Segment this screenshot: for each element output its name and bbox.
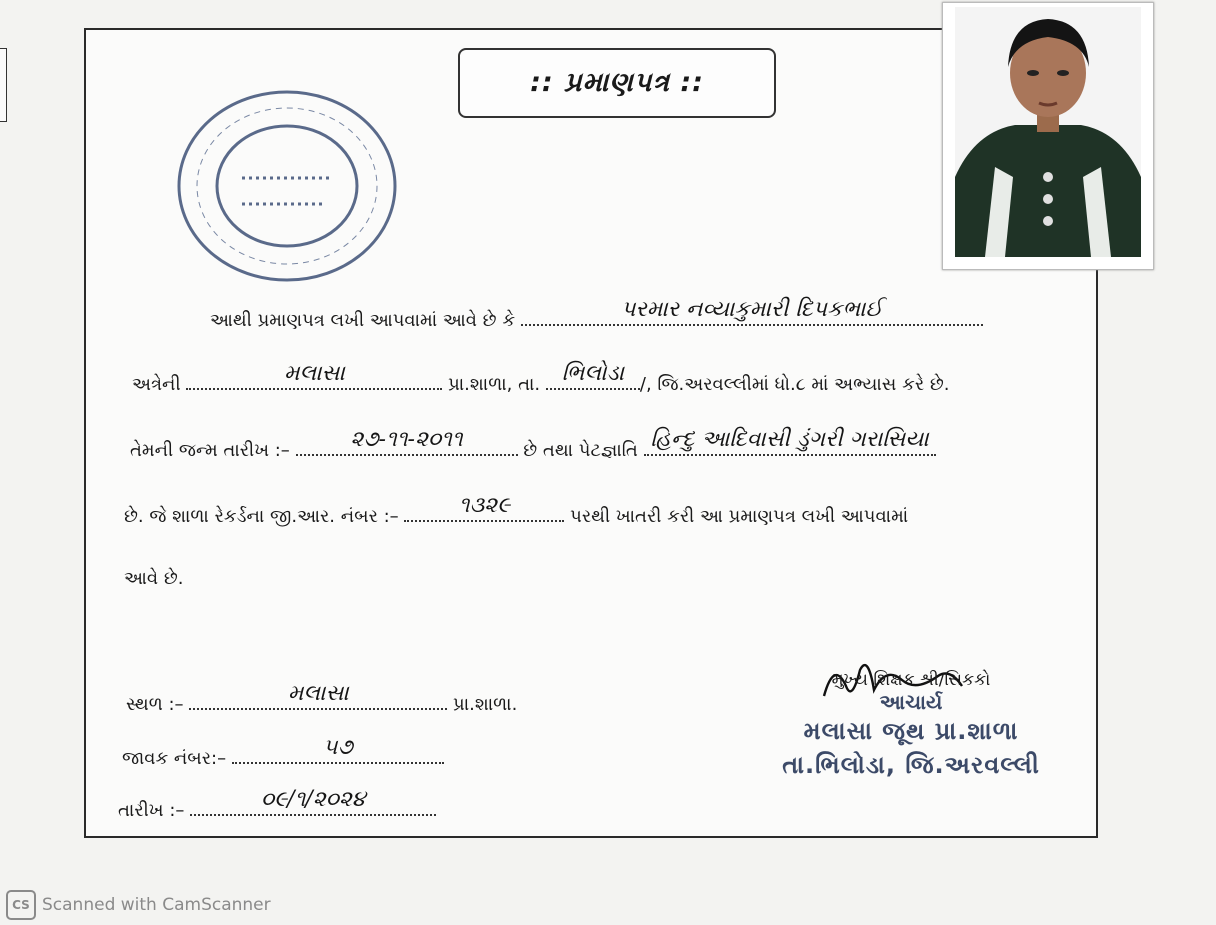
taluka-value: ભિલોડા — [561, 361, 624, 386]
line-closing: આવે છે. — [124, 568, 184, 589]
line-school — [132, 361, 950, 395]
outward-value: ૫૭ — [323, 735, 353, 760]
page-edge — [0, 48, 7, 122]
birth-date-value: ૨૭-૧૧-૨૦૧૧ — [350, 427, 463, 452]
line2-prefix: અત્રેની — [132, 374, 181, 395]
caste-field — [644, 427, 936, 456]
line2-suffix: /, જિ.અરવલ્લીમાં ધો.૮ માં અભ્યાસ કરે છે. — [639, 374, 950, 395]
date-value: ૦૯/૧/૨૦૨૪ — [260, 787, 366, 812]
place-value: મલાસા — [287, 681, 349, 706]
place-row — [126, 681, 518, 715]
date-label: તારીખ :– — [118, 800, 185, 821]
student-name-field — [521, 297, 983, 326]
outward-row — [122, 735, 444, 769]
outward-field — [232, 735, 444, 764]
camscanner-watermark — [6, 890, 271, 920]
taluka-field — [546, 361, 640, 390]
gr-number-value: ૧૩૨૯ — [458, 493, 511, 518]
line2-mid: પ્રા.શાળા, તા. — [448, 374, 541, 395]
outward-label: જાવક નંબર:– — [122, 748, 227, 769]
date-field — [190, 787, 436, 816]
place-label: સ્થળ :– — [126, 694, 184, 715]
stamp-place: તા.ભિલોડા, જિ.અરવલ્લી — [782, 751, 1040, 779]
birth-date-field — [296, 427, 518, 456]
place-field — [189, 681, 447, 710]
line3-mid: છે તથા પેટજ્ઞાતિ — [523, 440, 638, 461]
camscanner-logo-icon: CS — [6, 890, 36, 920]
certificate-frame — [84, 28, 1098, 838]
line-gr-number — [124, 493, 909, 527]
gr-number-field — [404, 493, 564, 522]
stamp-school: મલાસા જૂથ પ્રા.શાળા — [803, 717, 1019, 745]
certificate-title: :: પ્રમાણપત્ર :: — [458, 48, 776, 118]
school-name-field — [186, 361, 442, 390]
student-photo — [942, 2, 1154, 270]
caste-value: હિન્દુ આદિવાસી ડુંગરી ગરાસિયા — [650, 427, 929, 452]
student-photo-icon — [955, 7, 1141, 257]
line4-suffix: પરથી ખાતરી કરી આ પ્રમાણપત્ર લખી આપવામાં — [570, 506, 909, 527]
signature-role: મુખ્ય શિક્ષક શ્રી/સિકકો — [831, 670, 991, 690]
student-name-value: પરમાર નવ્યાકુમારી દિપકભાઈ — [621, 297, 883, 322]
school-name-value: મલાસા — [283, 361, 345, 386]
place-suffix: પ્રા.શાળા. — [453, 694, 518, 715]
line3-prefix: તેમની જન્મ તારીખ :– — [130, 440, 290, 461]
line4-prefix: છે. જે શાળા રેકર્ડના જી.આર. નંબર :– — [124, 506, 399, 527]
line1-prefix: આથી પ્રમાણપત્ર લખી આપવામાં આવે છે કે — [210, 310, 516, 331]
seal-stamp-icon — [172, 86, 402, 286]
camscanner-text: Scanned with CamScanner — [42, 895, 271, 915]
date-row — [118, 787, 436, 821]
signature-block — [746, 670, 1076, 782]
line-student-name — [210, 297, 983, 331]
stamp-role: આચાર્ય — [879, 690, 943, 714]
line-birth-caste — [130, 427, 936, 461]
